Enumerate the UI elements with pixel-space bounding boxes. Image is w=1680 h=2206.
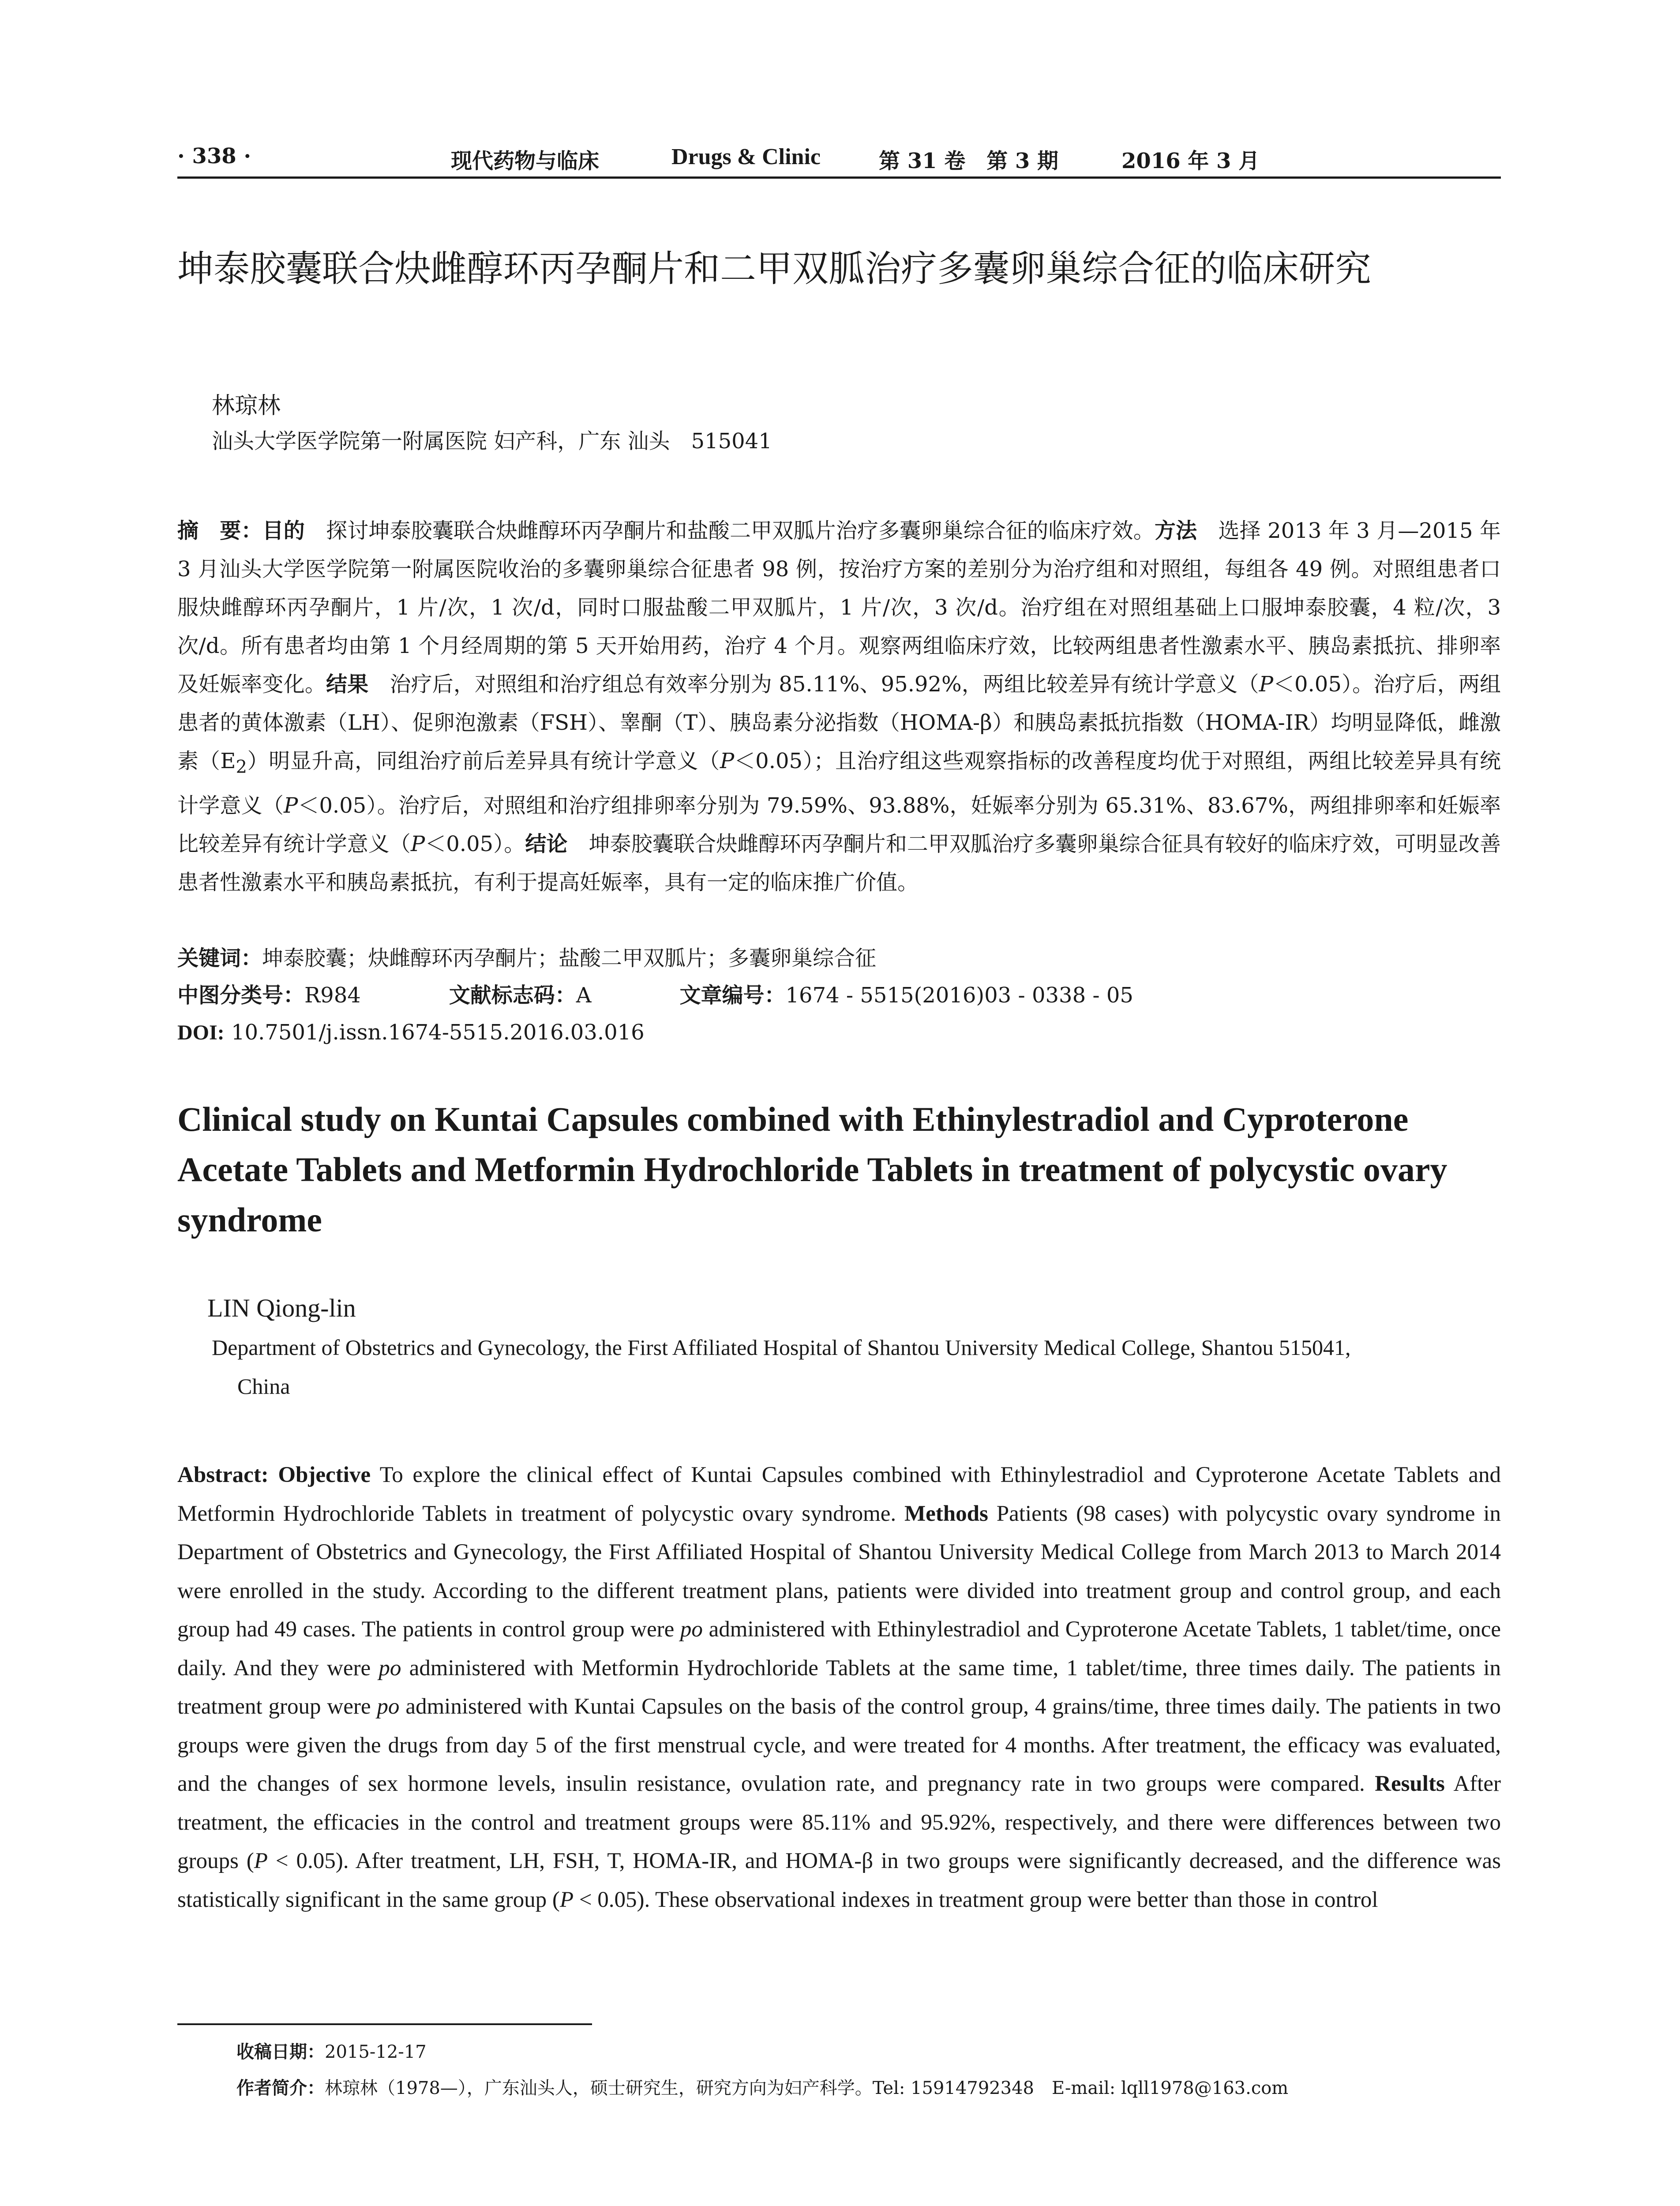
po-abbrev: po — [379, 1655, 401, 1681]
methods-label-cn: 方法 — [1154, 518, 1197, 543]
author-bio-line — [236, 2070, 1503, 2106]
affiliation-en-line: China — [237, 1374, 290, 1399]
e2-subscript: 2 — [236, 757, 247, 777]
article-title-cn: 坤泰胶囊联合炔雌醇环丙孕酮片和二甲双胍治疗多囊卵巢综合征的临床研究 — [177, 248, 1372, 290]
keywords-line — [177, 940, 1501, 977]
author-bio-label: 作者简介： — [236, 2078, 325, 2098]
header-rule — [177, 176, 1501, 179]
p-symbol: P — [1259, 672, 1273, 697]
methods-text-en: administered with Ethinylestradiol and Cyproterone Acetate Tablets, 1 tablet/time, once daily. And they were — [177, 1617, 1501, 1681]
classification-line — [177, 977, 1501, 1014]
methods-text-en: administered with Kuntai Capsules on the basis of the control group, 4 grains/time, three times daily. The patients in two groups were given the drugs from day 5 of the first menstrual cycle, and were treated for 4 months. After treatment, the efficacy was evaluated, and the changes of sex hormone levels, insulin resistance, ovulation rate, and pregnancy rate in two groups were compared. — [177, 1694, 1501, 1796]
p-symbol: P — [284, 793, 298, 818]
conclusion-text-cn: 坤泰胶囊联合炔雌醇环丙孕酮片和二甲双胍治疗多囊卵巢综合征具有较好的临床疗效，可明显改善患者性激素水平和胰岛素抵抗，有利于提高妊娠率，具有一定的临床推广价值。 — [177, 831, 1501, 895]
objective-label-en: Objective — [278, 1463, 371, 1487]
keywords-label: 关键词： — [177, 946, 262, 971]
p-symbol: P — [720, 749, 735, 773]
methods-text-en: administered with Metformin Hydrochloride Tablets at the same time, 1 tablet/time, three times daily. The patients in treatment group were — [177, 1655, 1501, 1719]
journal-name-cn: 现代药物与临床 — [451, 149, 600, 173]
footnotes — [236, 2034, 1503, 2106]
results-text-cn: ）明显升高，同组治疗前后差异具有统计学意义（ — [247, 749, 720, 773]
p-symbol: P — [559, 1887, 574, 1912]
conclusion-label-cn: 结论 — [525, 831, 568, 856]
doc-code-label: 文献标志码： — [449, 983, 576, 1008]
issue-date: 2016 年 3 月 — [1121, 149, 1260, 173]
results-text-cn: ＜0.05）。治疗后，对照组和治疗组排卵率分别为 79.59%、93.88%，妊娠率分别为 65.31%、83.67%，两组排卵率和妊娠率比较差异有统计学意义（ — [177, 793, 1501, 856]
affiliation-en-line: Department of Obstetrics and Gynecology, the First Affiliated Hospital of Shantou University Medical College, Shantou 515041, — [212, 1335, 1351, 1360]
doc-code-value: A — [576, 983, 592, 1008]
abstract-label-cn: 摘 要： — [177, 518, 262, 543]
doi-value: 10.7501/j.issn.1674-5515.2016.03.016 — [231, 1020, 645, 1045]
methods-label-en: Methods — [904, 1501, 988, 1526]
keywords-text: 坤泰胶囊；炔雌醇环丙孕酮片；盐酸二甲双胍片；多囊卵巢综合征 — [262, 946, 877, 971]
abstract-en — [177, 1456, 1501, 1919]
affiliation-cn: 汕头大学医学院第一附属医院 妇产科，广东 汕头 515041 — [212, 429, 772, 454]
results-label-cn: 结果 — [326, 672, 369, 697]
author-block-en — [207, 1288, 1504, 1406]
article-metadata — [177, 940, 1501, 1051]
received-date: 2015-12-17 — [325, 2042, 427, 2062]
received-date-line — [236, 2034, 1503, 2070]
author-name-en: LIN Qiong-lin — [207, 1294, 356, 1322]
methods-text-en: Patients (98 cases) with polycystic ovary syndrome in Department of Obstetrics and Gynecology, the First Affiliated Hospital of Shantou University Medical College from March 2013 to March 2014 were enrolled in the study. According to the different treatment plans, patients were divided into treatment group and control group, and each group had 49 cases. The patients in control group were — [177, 1501, 1501, 1642]
doi-line — [177, 1014, 1501, 1051]
affiliation-en — [207, 1328, 1504, 1406]
running-header — [177, 138, 1501, 173]
clc-label: 中图分类号： — [177, 983, 305, 1008]
po-abbrev: po — [377, 1694, 400, 1719]
journal-name-en: Drugs & Clinic — [671, 144, 821, 169]
objective-text-cn: 探讨坤泰胶囊联合炔雌醇环丙孕酮片和盐酸二甲双胍片治疗多囊卵巢综合征的临床疗效。 — [304, 518, 1155, 543]
abstract-cn — [177, 512, 1501, 902]
objective-label-cn: 目的 — [262, 518, 305, 543]
results-text-en: After treatment, the efficacies in the control and treatment groups were 85.11% and 95.92%, respectively, and there were differences between two groups ( — [177, 1771, 1501, 1873]
results-text-en: < 0.05). After treatment, LH, FSH, T, HOMA-IR, and HOMA-β in two groups were significantly decreased, and the difference was statistically significant in the same group ( — [177, 1849, 1501, 1912]
volume-issue: 第 31 卷 第 3 期 — [879, 149, 1059, 173]
results-text-cn: ＜0.05）。 — [425, 831, 525, 856]
results-text-cn: ＜0.05）。治疗后，两组患者的黄体激素（LH）、促卵泡激素（FSH）、睾酮（T）、胰岛素分泌指数（HOMA-β）和胰岛素抵抗指数（HOMA-IR）均明显降低，雌激素（E — [177, 672, 1501, 773]
objective-text-en: To explore the clinical effect of Kuntai Capsules combined with Ethinylestradiol and Cyproterone Acetate Tablets and Metformin Hydrochloride Tablets in treatment of polycystic ovary syndrome. — [177, 1463, 1501, 1526]
methods-text-cn: 选择 2013 年 3 月—2015 年 3 月汕头大学医学院第一附属医院收治的多囊卵巢综合征患者 98 例，按治疗方案的差别分为治疗组和对照组，每组各 49 例。对照组患者口服炔雌醇环丙孕酮片，1 片/次，1 次/d，同时口服盐酸二甲双胍片，1 片/次，3 次/d。治疗组在对照组基础上口服坤泰胶囊，4 粒/次，3 次/d。所有患者均由第 1 个月经周期的第 5 天开始用药，治疗 4 个月。观察两组临床疗效，比较两组患者性激素水平、胰岛素抵抗、排卵率及妊娠率变化。 — [177, 518, 1501, 697]
results-text-cn: 治疗后，对照组和治疗组总有效率分别为 85.11%、95.92%，两组比较差异有统计学意义（ — [368, 672, 1259, 697]
doi-label: DOI: — [177, 1021, 225, 1044]
clc-value: R984 — [304, 983, 361, 1008]
author-bio: 林琼林（1978—），广东汕头人，硕士研究生，研究方向为妇产科学。Tel: 15914792348 E-mail: lqll1978@163.com — [325, 2078, 1289, 2098]
p-symbol: P — [254, 1849, 268, 1873]
received-label: 收稿日期： — [236, 2042, 325, 2062]
results-text-en: < 0.05). These observational indexes in treatment group were better than those in control — [573, 1887, 1378, 1912]
page-number: · 338 · — [177, 144, 251, 169]
abstract-label-en: Abstract: — [177, 1463, 269, 1487]
p-symbol: P — [410, 831, 425, 856]
results-text-cn: ＜0.05）；且治疗组这些观察指标的改善程度均优于对照组，两组比较差异具有统计学意义（ — [177, 749, 1501, 818]
results-label-en: Results — [1375, 1771, 1445, 1796]
author-block-cn — [212, 388, 1491, 459]
article-number-label: 文章编号： — [679, 983, 786, 1008]
po-abbrev: po — [680, 1617, 703, 1642]
author-name-cn: 林琼林 — [212, 393, 281, 419]
footnote-rule — [177, 2023, 592, 2025]
article-title-en: Clinical study on Kuntai Capsules combined with Ethinylestradiol and Cyproterone Acetate Tablets and Metformin Hydrochloride Tablets in treatment of polycystic ovary syndrome — [177, 1100, 1448, 1239]
article-number-value: 1674 - 5515(2016)03 - 0338 - 05 — [785, 983, 1133, 1008]
